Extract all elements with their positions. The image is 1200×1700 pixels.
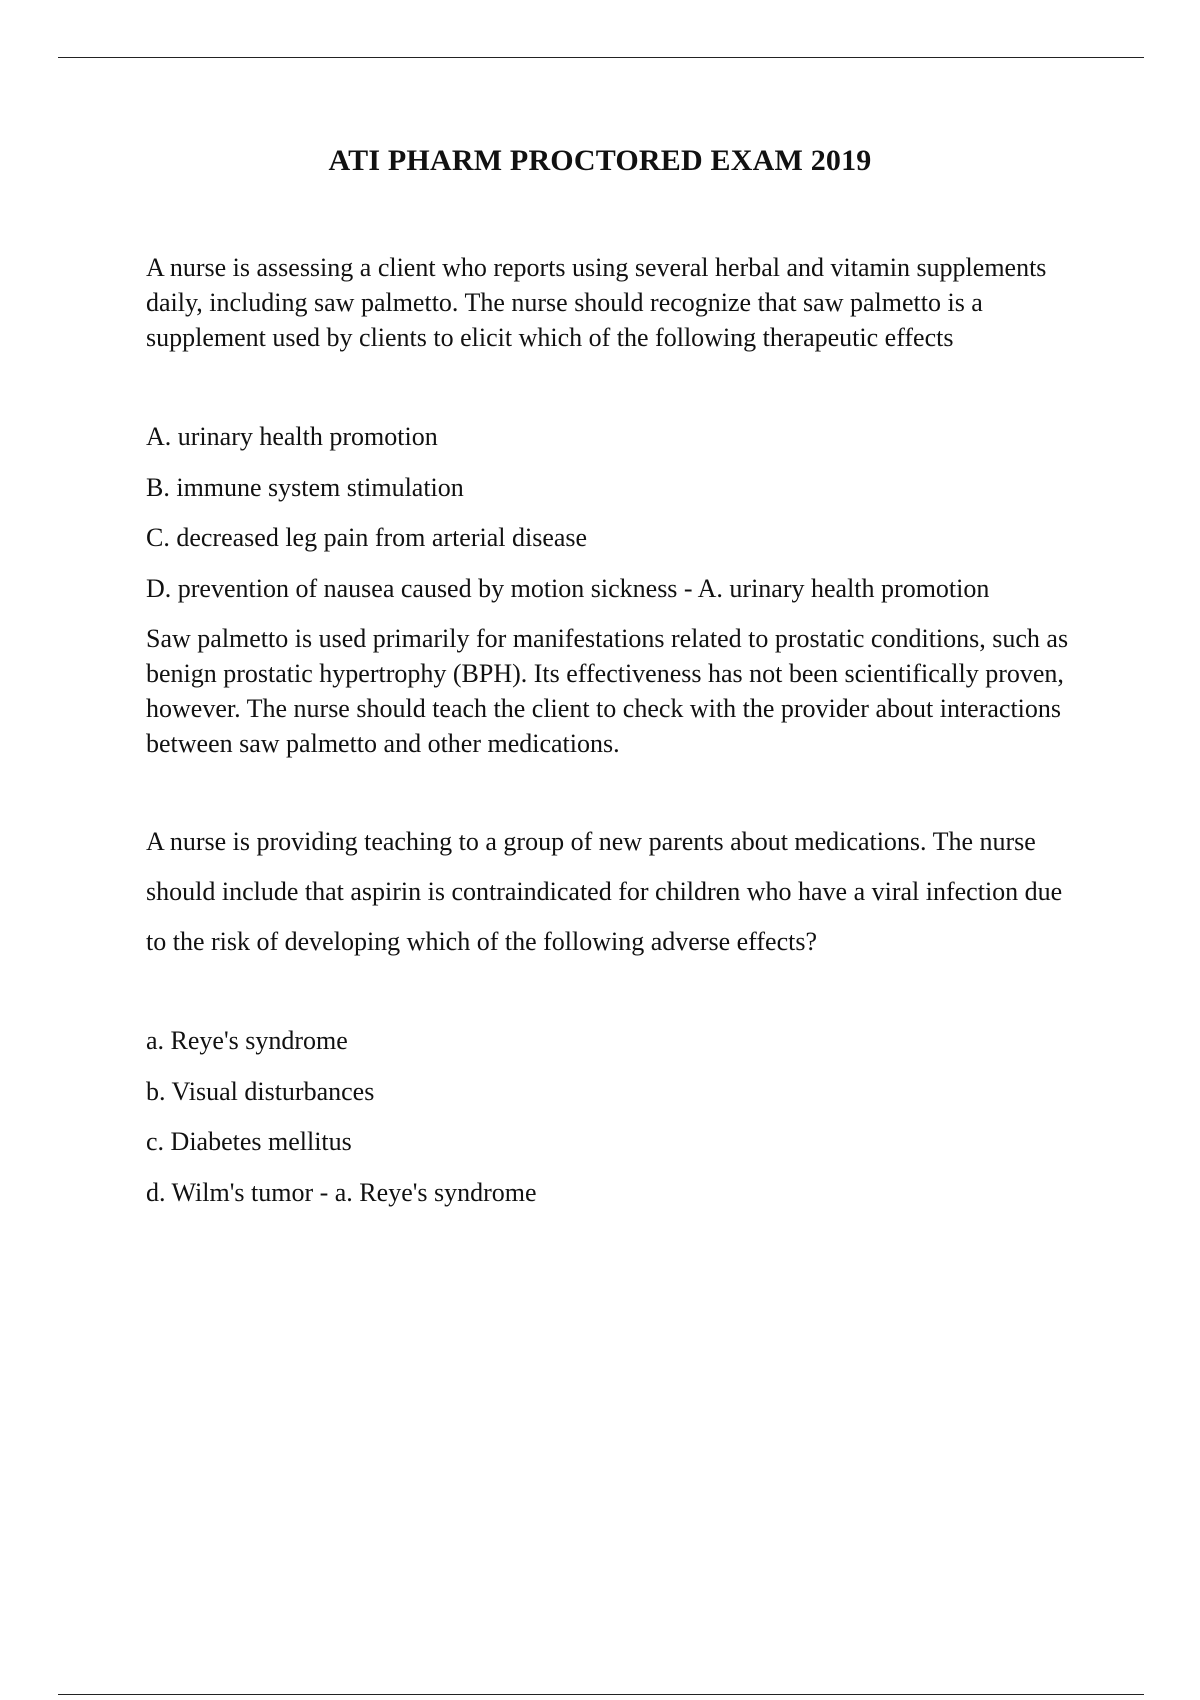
document-title: ATI PHARM PROCTORED EXAM 2019: [328, 144, 872, 177]
question-1-options: [146, 419, 1086, 606]
question-1-stem: A nurse is assessing a client who reports using several herbal and vitamin supplements daily, including saw palmetto. The nurse should recognize that saw palmetto is a supplement used by clients to elicit which of the following therapeutic effects: [146, 253, 1047, 352]
question-2-option-c: c. Diabetes mellitus: [146, 1127, 352, 1156]
question-1-explanation: Saw palmetto is used primarily for manifestations related to prostatic conditions, such as benign prostatic hypertrophy (BPH). Its effectiveness has not been scientifically proven, however. The nurse should teach the client to check with the provider about interactions between saw palmetto and other medications.: [146, 624, 1069, 758]
question-1-option-d: D. prevention of nausea caused by motion sickness - A. urinary health promotion: [146, 573, 990, 603]
question-2-stem-line: A nurse is providing teaching to a group of new parents about medications. The nurse: [146, 827, 1036, 856]
question-1: [146, 250, 1086, 761]
question-2-option-b: b. Visual disturbances: [146, 1076, 375, 1106]
question-2: [146, 824, 1086, 1210]
question-2-stem-line: to the risk of developing which of the following adverse effects?: [146, 927, 817, 956]
bottom-rule: [58, 1694, 1144, 1695]
question-1-option-b: B. immune system stimulation: [146, 472, 464, 502]
question-2-options: [146, 1023, 1086, 1210]
question-2-stem-line: should include that aspirin is contraindicated for children who have a viral infection due: [146, 877, 1063, 906]
question-1-option-a: A. urinary health promotion: [146, 422, 438, 451]
question-2-option-d: d. Wilm's tumor - a. Reye's syndrome: [146, 1177, 537, 1207]
top-rule: [58, 57, 1144, 58]
question-1-option-c: C. decreased leg pain from arterial disease: [146, 523, 588, 552]
question-2-option-a: a. Reye's syndrome: [146, 1026, 348, 1055]
document-body: [146, 250, 1086, 1225]
